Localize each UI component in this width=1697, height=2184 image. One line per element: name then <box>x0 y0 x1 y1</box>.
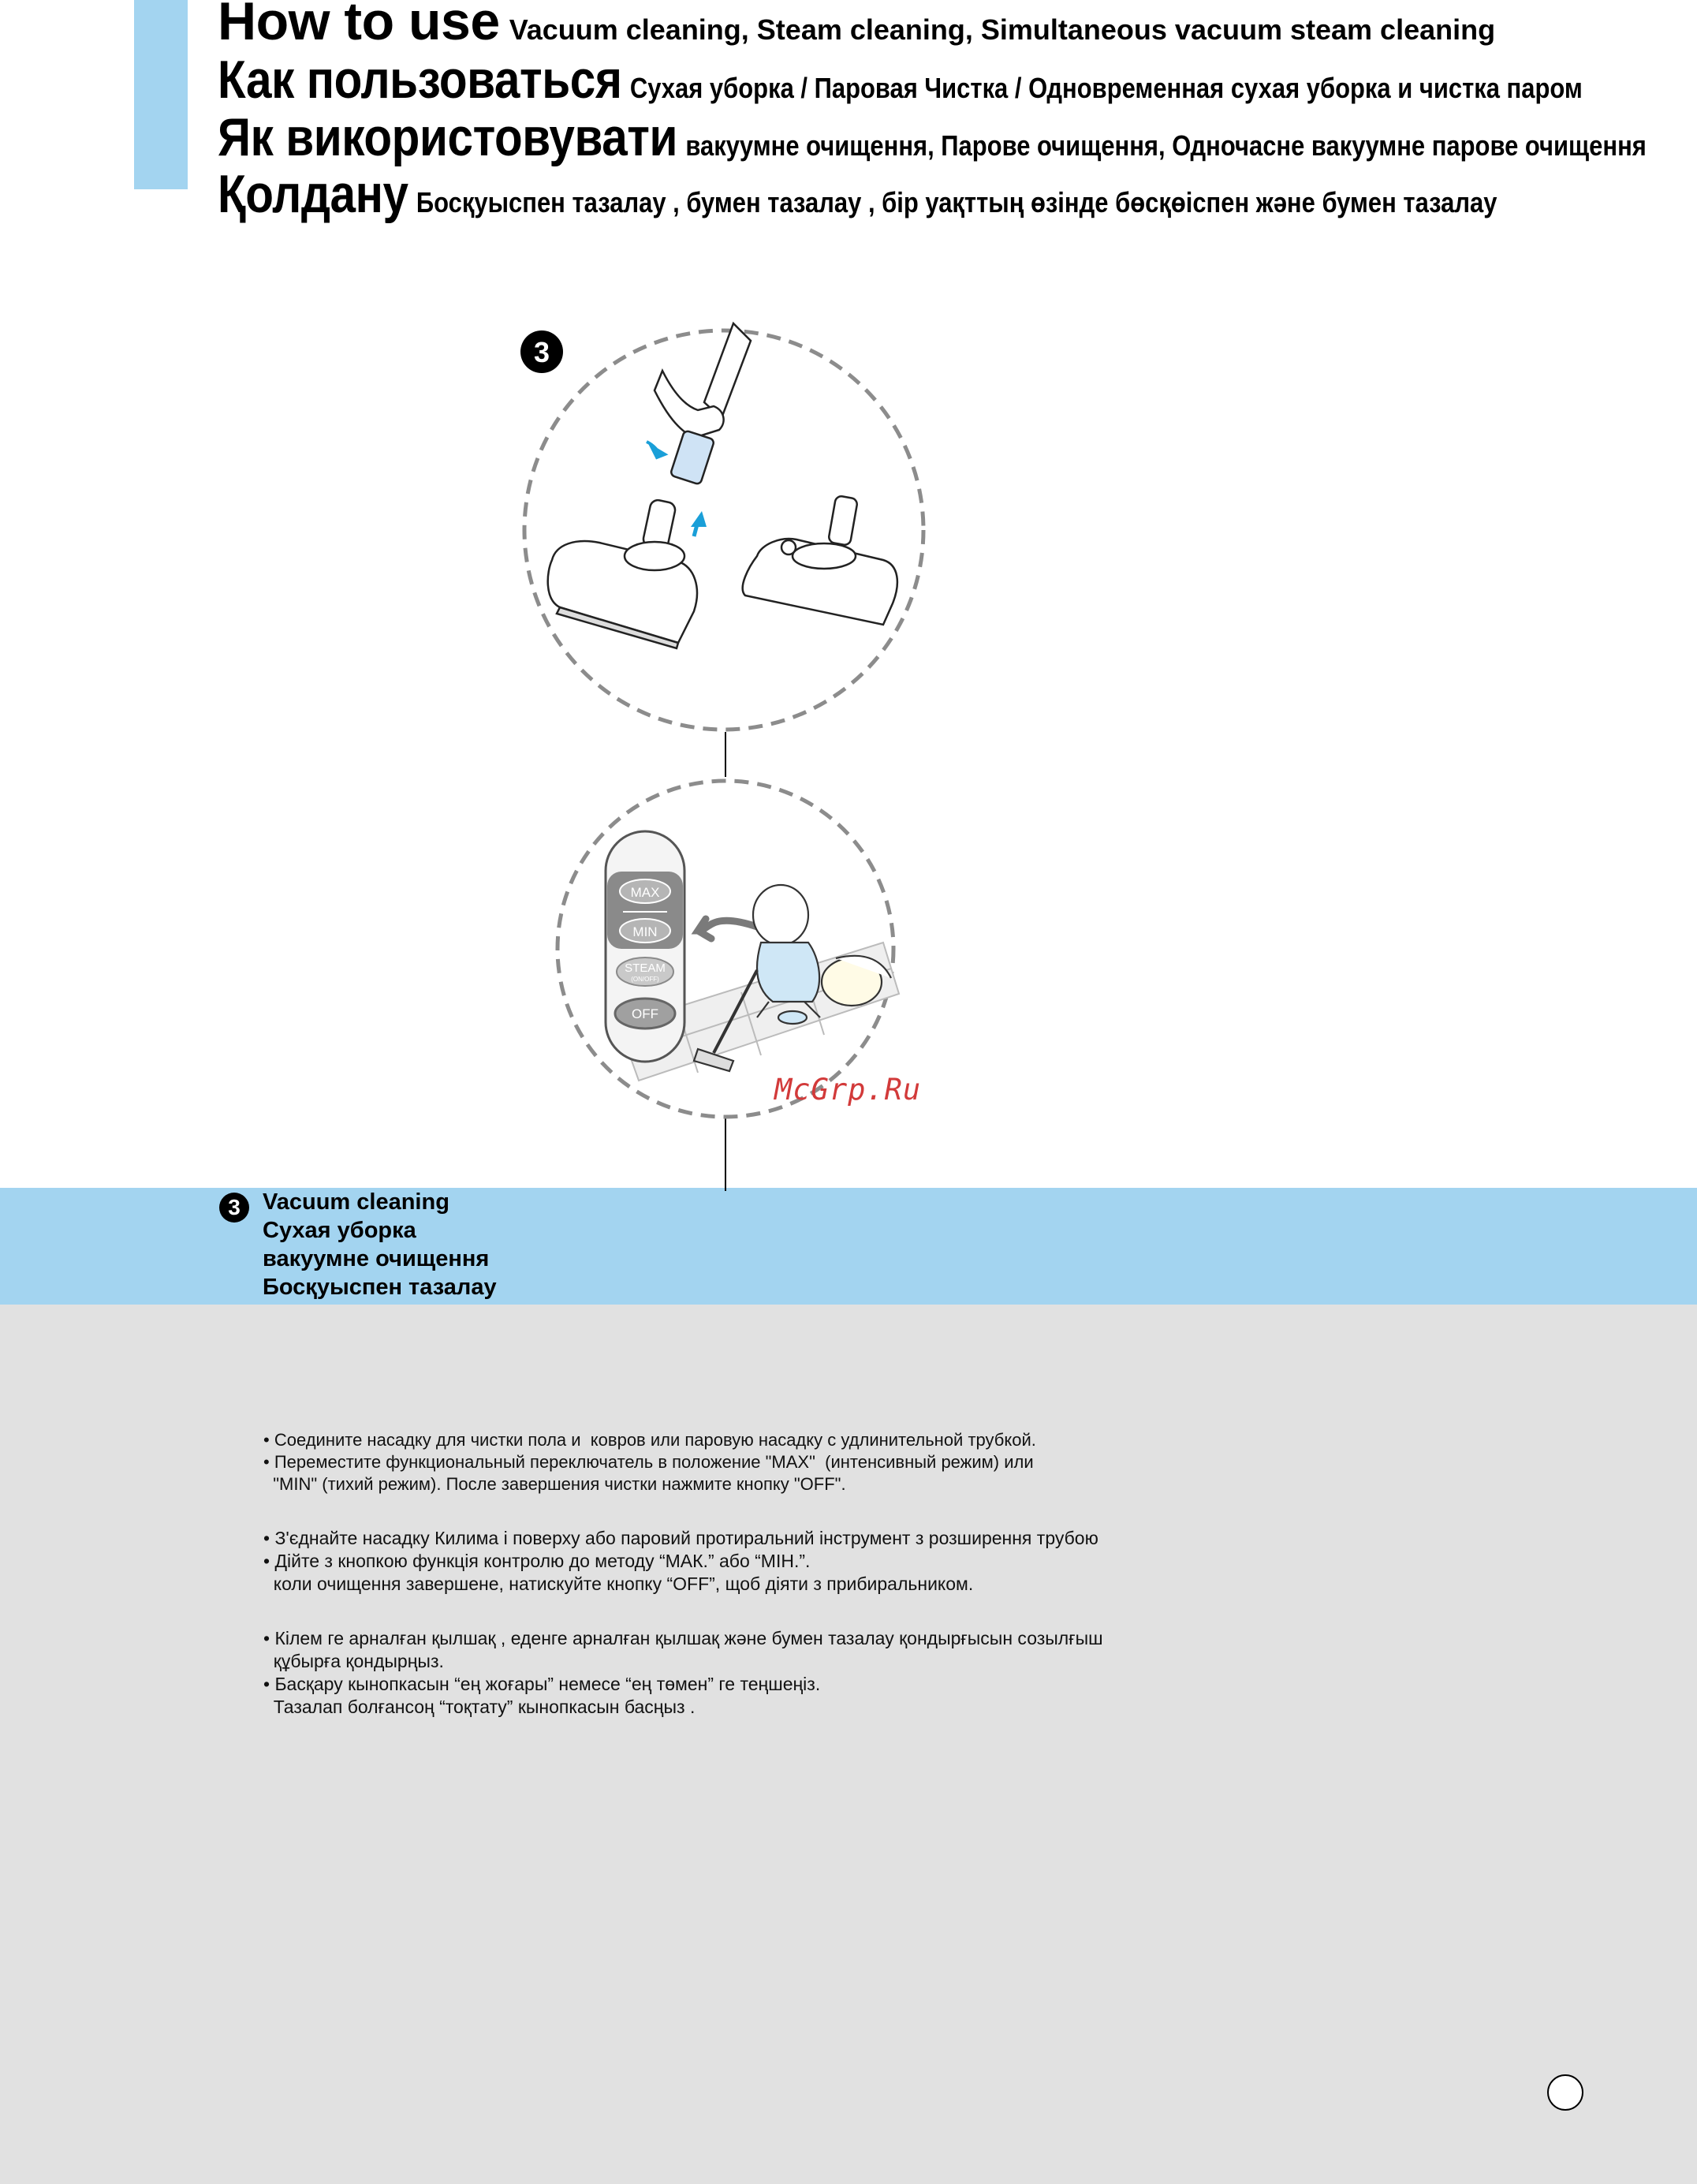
instructions-uk <box>263 1527 1103 1596</box>
min-label: MIN <box>632 924 658 939</box>
header-subtitle: Босқуыспен тазалау , бумен тазалау , бір уақттың өзінде бөсқөіспен және бумен тазалау <box>416 186 1497 218</box>
instruction-line: • Басқару кынопкасын “ең жоғары” немесе “ең төмен” ге теңшеңіз. <box>263 1674 821 1694</box>
step-title-uk: вакуумне очищення <box>263 1246 490 1271</box>
off-label: OFF <box>632 1006 658 1021</box>
instruction-line: • Дійте з кнопкою функція контролю до методу “МАК.” або “МІН.”. <box>263 1551 811 1571</box>
instruction-line: • З'єднайте насадку Килима і поверху або паровий протиральний інструмент з розширення трубою <box>263 1528 1098 1548</box>
header-subtitle: Vacuum cleaning, Steam cleaning, Simultaneous vacuum steam cleaning <box>509 13 1496 46</box>
page-number-circle <box>1547 2074 1583 2111</box>
instructions <box>263 1429 1103 1750</box>
step-number-badge: 3 <box>219 1193 249 1223</box>
header-subtitle: Сухая уборка / Паровая Чистка / Одновременная сухая уборка и чистка паром <box>629 72 1583 104</box>
instructions-kk <box>263 1627 1103 1719</box>
step-titles <box>263 1188 497 1301</box>
steam-label: STEAM <box>625 961 666 975</box>
steam-sub-label: (ON/OFF) <box>631 976 659 983</box>
step-title-en: Vacuum cleaning <box>263 1189 449 1215</box>
step-title-kk: Босқуыспен тазалау <box>263 1275 497 1300</box>
instruction-line: • Переместите функциональный переключатель в положение "MAX" (интенсивный режим) или <box>263 1452 1034 1472</box>
watermark: McGrp.Ru <box>774 1073 922 1107</box>
instruction-line: коли очищення завершене, натискуйте кнопку “OFF”, щоб діяти з прибиральником. <box>263 1574 974 1594</box>
header-title: How to use <box>218 0 500 51</box>
step-band <box>0 1188 1697 1305</box>
instruction-line: Тазалап болғансоң “тоқтату” кынопкасын басңыз . <box>263 1697 696 1717</box>
control-panel <box>606 831 684 1062</box>
max-label: MAX <box>630 885 660 900</box>
header-subtitle: вакуумне очищення, Парове очищення, Одночасне вакуумне парове очищення <box>685 129 1647 162</box>
instruction-line: құбырға қондырңыз. <box>263 1651 444 1671</box>
instruction-line: "MIN" (тихий режим). После завершения чистки нажмите кнопку "OFF". <box>263 1474 846 1494</box>
instructions-ru <box>263 1429 1103 1495</box>
instruction-line: • Соедините насадку для чистки пола и ковров или паровую насадку с удлинительной трубкой. <box>263 1430 1036 1450</box>
header-title: Як використовувати <box>218 107 678 167</box>
step-title-ru: Сухая уборка <box>263 1218 416 1243</box>
header-title: Как пользоваться <box>218 50 622 110</box>
header-title: Қолдану <box>218 164 408 224</box>
svg-text:3: 3 <box>533 336 550 368</box>
step-number-badge <box>520 330 563 373</box>
instruction-line: • Кілем ге арналған қылшақ , еденге арналған қылшақ және бумен тазалау қондырғысын созылғыш <box>263 1628 1103 1648</box>
